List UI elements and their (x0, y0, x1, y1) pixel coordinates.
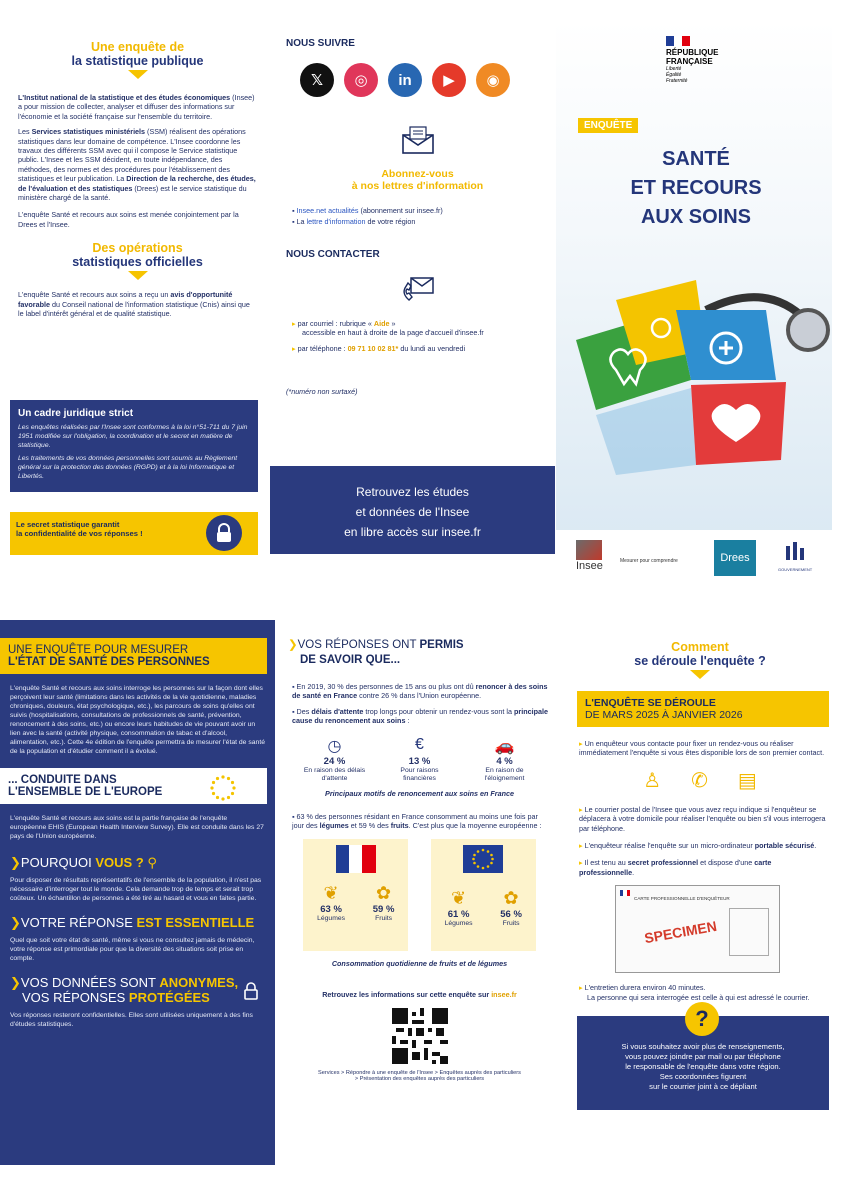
stat-label: En raison de l'éloignement (484, 766, 525, 782)
title-line3: Des opérations (92, 241, 183, 256)
contact-email-detail: accessible en haut à droite de la page d'accueil d'insee.fr (302, 328, 484, 338)
section-mesurer-line2: L'ÉTAT DE SANTÉ DES PERSONNES (8, 656, 210, 668)
france-legumes-value: 63 % (320, 903, 342, 915)
info-line2: vous pouvez joindre par mail ou par téléphone (625, 1052, 781, 1062)
info-line5: sur le courrier joint à ce dépliant (649, 1082, 757, 1092)
banner-line3: en libre accès sur insee.fr (344, 525, 481, 539)
fruits-caption: Consommation quotidienne de fruits et de légumes (331, 958, 508, 968)
france-fruits-label: Fruits (375, 914, 393, 922)
section-europe-line1: ... CONDUITE DANS (8, 774, 117, 786)
person-icon: ♙ (643, 769, 662, 792)
france-flag (336, 845, 376, 873)
stat-value: 4 % (496, 755, 513, 767)
cover-title-line1: SANTÉ (662, 148, 730, 170)
eu-fruits-label: Fruits (502, 919, 520, 927)
title-arrow-2 (128, 271, 148, 280)
site-path-2: > Présentation des enquêtes auprès des particuliers (354, 1075, 485, 1082)
delais-bullet: ▪ Des délais d'attente trop longs pour obtenir un rendez-vous sont la principale cause du renoncement aux soins : (292, 707, 549, 726)
dates-box (577, 691, 829, 727)
vegetable-icon: ❦ (323, 882, 339, 903)
card-specimen: SPECIMEN (643, 918, 718, 947)
legal-box-p1: Les enquêtes réalisées par l'Insee sont conformes à la loi n°51-711 du 7 juin 1951 modifiée sur l'obligation, la coordination et le secret en matière de statistique. (18, 424, 248, 449)
legal-box (10, 400, 258, 492)
renoncement-bullet: ▪ En 2019, 30 % des personnes de 15 ans ou plus ont dû renoncer à des soins de santé en France contre 26 % dans l'Union européenne. (292, 682, 549, 701)
phone-mail-icon (401, 274, 435, 309)
banner-line1: Retrouvez les études (356, 485, 469, 499)
info-line1: Si vous souhaitez avoir plus de renseignements, (621, 1042, 785, 1052)
contact-heading: NOUS CONTACTER (286, 248, 380, 260)
document-icon: ▤ (737, 769, 757, 792)
subscribe-item-lettre[interactable]: ▪ La lettre d'information de votre région (292, 217, 555, 226)
resultats-heading: ❯VOS RÉPONSES ONT PERMIS DE SAVOIR QUE... (288, 639, 464, 666)
section-europe-line2: L'ENSEMBLE DE L'EUROPE (8, 786, 163, 798)
rss-icon[interactable]: ◉ (476, 63, 510, 97)
rf-line1: RÉPUBLIQUE (666, 48, 719, 57)
anonymes-paragraph: Vos réponses resteront confidentielles. Elles sont utilisées uniquement à des fins d'études statistiques. (10, 1012, 253, 1028)
eu-fruits-value: 56 % (500, 908, 522, 920)
europe-paragraph: L'enquête Santé et recours aux soins est la partie française de l'enquête européenne EHIS (European Health Interview Survey). Elle est conduite dans les 27 pays de l'Union européenne. (10, 815, 264, 840)
cover-title-line3: AUX SOINS (640, 206, 752, 228)
section-mesurer (0, 638, 267, 674)
eu-legumes-label: Légumes (444, 919, 473, 927)
step-secret: ▸ Il est tenu au secret professionnel et dispose d'une carte professionnelle. (579, 858, 827, 877)
card-photo (729, 908, 769, 956)
card-flag (620, 890, 630, 896)
x-icon[interactable]: 𝕏 (300, 63, 334, 97)
legal-box-p2: Les traitements de vos données personnelles sont soumis au Règlement général sur la protection des données (RGPD) et à la loi Informatique et Libertés. (18, 455, 238, 480)
instagram-icon[interactable]: ◎ (344, 63, 378, 97)
follow-heading: NOUS SUIVRE (286, 38, 355, 49)
magnifier-icon: ⚲ (147, 855, 157, 870)
mail-icon (401, 125, 435, 160)
coins-icon: € (415, 735, 424, 753)
france-fruits-value: 59 % (372, 903, 395, 915)
section-mesurer-line1: UNE ENQUÊTE POUR MESURER (8, 644, 189, 656)
panel-contact (280, 30, 555, 555)
rf-line3: Liberté (666, 66, 682, 72)
steps-icons (565, 768, 835, 793)
stat-label: En raison des délais d'attente (303, 766, 366, 782)
subscribe-subtitle: à nos lettres d'information (351, 180, 484, 192)
panel-cover (556, 0, 832, 600)
question-icon: ? (685, 1002, 719, 1036)
social-links (300, 63, 555, 97)
more-info[interactable]: Retrouvez les informations sur cette enquête sur insee.fr (322, 990, 517, 1000)
fruits-comparison (292, 839, 547, 951)
rf-line2: FRANÇAISE (666, 57, 713, 66)
section-europe (0, 768, 267, 804)
insee-logo (576, 540, 603, 572)
linkedin-icon[interactable]: in (388, 63, 422, 97)
insee-tagline: Mesurer pour comprendre (620, 558, 678, 564)
rf-line4: Égalité (666, 72, 682, 78)
section-essentielle: ❯VOTRE RÉPONSE EST ESSENTIELLE (10, 915, 255, 930)
renoncement-stat (300, 736, 370, 783)
title-line1: Une enquête de (90, 40, 185, 54)
health-puzzle-illustration (556, 270, 832, 500)
panel-deroulement (565, 630, 835, 1170)
republique-logo (666, 36, 718, 84)
gov-text: GOUVERNEMENT (778, 567, 813, 572)
card-title: CARTE PROFESSIONNELLE D'ENQUÊTEUR (634, 896, 730, 902)
padlock-icon (206, 515, 242, 551)
stat-value: 13 % (408, 755, 431, 767)
france-legumes-label: Légumes (317, 914, 346, 922)
car-icon: 🚗 (494, 737, 515, 755)
renoncement-stats (292, 736, 547, 783)
cover-title-line2: ET RECOURS (630, 177, 762, 199)
deroulement-title2: se déroule l'enquête ? (634, 654, 766, 668)
essentielle-paragraph: Quel que soit votre état de santé, même si vous ne consultez jamais de médecin, votre réponse est primordiale pour que la diversité des situations soit prise en compte. (10, 937, 255, 962)
mesurer-paragraph: L'enquête Santé et recours aux soins interroge les personnes sur la façon dont elles perçoivent leur santé (limitations dans les activités de la vie quotidienne, maladies chroniques, douleurs, état psychologique, etc.), les parcours de soins qu'elles ont suivis (hospitalisations, consultations de professionnels de santé, prévention, renoncement à des soins, etc.) ou encore leurs habitudes de vie pouvant avoir un lien avec la santé (activité physique, consommation de tabac et d'alcool, alimentation, etc.). Cette 4e édition de l'enquête permettra de mesurer l'état de santé de la population et d'étudier comment il a évolué. (10, 685, 265, 755)
step-contact: ▸ Un enquêteur vous contacte pour fixer un rendez-vous ou réaliser immédiatement l'enquête si vous êtes disponible lors de son premier contact. (579, 739, 827, 758)
stat-value: 24 % (323, 755, 346, 767)
step-ordinateur: ▸ L'enquêteur réalise l'enquête sur un micro-ordinateur portable sécurisé. (579, 841, 827, 850)
section-anonymes: ❯VOS DONNÉES SONT ANONYMES, VOS RÉPONSES PROTÉGÉES (10, 975, 265, 1005)
gouvernement-logo (778, 540, 812, 572)
insee-logo-mark (576, 540, 602, 560)
insee-paragraph: L'Institut national de la statistique et des études économiques (Insee) a pour mission de collecter, analyser et diffuser des informations sur l'économie et la société française sur l'ensemble du territoire. (18, 93, 255, 121)
lock-icon (243, 981, 259, 1001)
secret-line1: Le secret statistique garantit (16, 520, 120, 529)
info-box (577, 1006, 829, 1110)
banner-line2: et données de l'Insee (355, 505, 470, 519)
dates-line1: L'ENQUÊTE SE DÉROULE (585, 697, 716, 709)
title-line4: statistiques officielles (72, 255, 203, 270)
youtube-icon[interactable]: ▶ (432, 63, 466, 97)
panel-statistique-publique (10, 30, 265, 565)
legal-box-title: Un cadre juridique strict (18, 408, 134, 419)
panel-resultats (282, 630, 557, 1170)
joint-paragraph: L'enquête Santé et recours aux soins est menée conjointement par la Drees et l'Insee. (18, 210, 239, 229)
renoncement-stat (385, 736, 455, 783)
eu-card (431, 839, 536, 951)
france-card (303, 839, 408, 951)
subscribe-title: Abonnez-vous (381, 168, 454, 180)
contact-phone[interactable]: ▸ par téléphone : 09 71 10 02 81* du lundi au vendredi (292, 344, 555, 353)
eu-stars-icon (209, 774, 237, 802)
eu-legumes-value: 61 % (447, 908, 470, 920)
dates-line2: DE MARS 2025 À JANVIER 2026 (585, 709, 743, 721)
step-duree: ▸ L'entretien durera environ 40 minutes. (579, 983, 827, 992)
ssm-paragraph: Les Services statistiques ministériels (SSM) réalisent des opérations statistiques dans leur domaine de compétence. L'Insee coordonne les travaux des différents SSM avec qui il compose le Service statistique public. L'Insee et les SSM décident, en toute indépendance, des méthodes, des normes et des procédures pour l'établissement des statistiques et leur publication. La Direction de la recherche, des études, de l'évaluation et des statistiques (Drees) est le service statistique du ministère chargé de la santé. (18, 127, 256, 203)
title-arrow (128, 70, 148, 79)
site-path-1: Services > Répondre à une enquête de l'Insee > Enquêtes auprès des particuliers (318, 1069, 521, 1076)
phone-icon: ✆ (691, 769, 708, 792)
step-courrier: ▸ Le courrier postal de l'Insee que vous avez reçu indique si l'enquêteur se déplacera à votre domicile pour réaliser l'enquête ou bien s'il vous interrogera par téléphone. (579, 805, 827, 833)
fruits-bullet: ▪ 63 % des personnes résidant en France consomment au moins une fois par jour des légumes et 59 % des fruits. C'est plus que la moyenne européenne : (292, 812, 549, 831)
cnis-paragraph: L'enquête Santé et recours aux soins a reçu un avis d'opportunité favorable du Conseil national de l'information statistique (Cnis) ainsi que le label d'intérêt général et de qualité statistique. (18, 290, 250, 319)
fruit-icon: ✿ (503, 887, 519, 908)
professional-card (615, 885, 780, 973)
section-pourquoi: ❯POURQUOI VOUS ? ⚲ (10, 855, 157, 870)
info-line4: Ses coordonnées figurent (659, 1072, 747, 1082)
enquete-tag: ENQUÊTE (578, 118, 638, 133)
eu-flag (463, 845, 503, 873)
insee-logo-text: Insee (576, 560, 603, 572)
footnote: (*numéro non surtaxé) (286, 387, 358, 397)
renoncement-caption: Principaux motifs de renoncement aux soins en France (325, 788, 514, 798)
fruit-icon: ✿ (376, 882, 392, 903)
secret-box (10, 512, 258, 555)
subscribe-item-insee-net[interactable]: ▪ Insee.net actualités (abonnement sur insee.fr) (292, 206, 555, 215)
marianne-flag (666, 36, 690, 46)
drees-logo: Drees (714, 540, 756, 576)
title-line2: la statistique publique (71, 54, 204, 68)
rf-line5: Fraternité (666, 78, 688, 84)
info-line3: le responsable de l'enquête dans votre région. (625, 1062, 781, 1072)
insee-banner[interactable] (270, 466, 555, 554)
renoncement-stat (470, 736, 540, 783)
secret-line2: la confidentialité de vos réponses ! (16, 529, 143, 538)
cover-title (596, 145, 796, 232)
vegetable-icon: ❦ (451, 887, 467, 908)
step-personne: La personne qui sera interrogée est celle à qui est adressé le courrier. (587, 992, 810, 1002)
contact-email: ▸ par courriel : rubrique « Aide » (292, 319, 555, 328)
panel-pourquoi (0, 620, 275, 1165)
qr-code[interactable] (392, 1008, 448, 1064)
clock-icon: ◷ (327, 737, 342, 755)
stat-label: Pour raisons financières (400, 766, 439, 782)
deroulement-arrow (690, 670, 710, 679)
pourquoi-paragraph: Pour disposer de résultats représentatifs de l'ensemble de la population, il n'est pas nécessaire d'interroger tout le monde. Cela demande trop de temps et serait trop coûteux. Un échantillon de personnes a été tiré au hasard et vous en faites partie. (10, 877, 262, 902)
building-icon (784, 540, 806, 562)
footer-logos (556, 530, 832, 590)
deroulement-title1: Comment (671, 640, 729, 654)
